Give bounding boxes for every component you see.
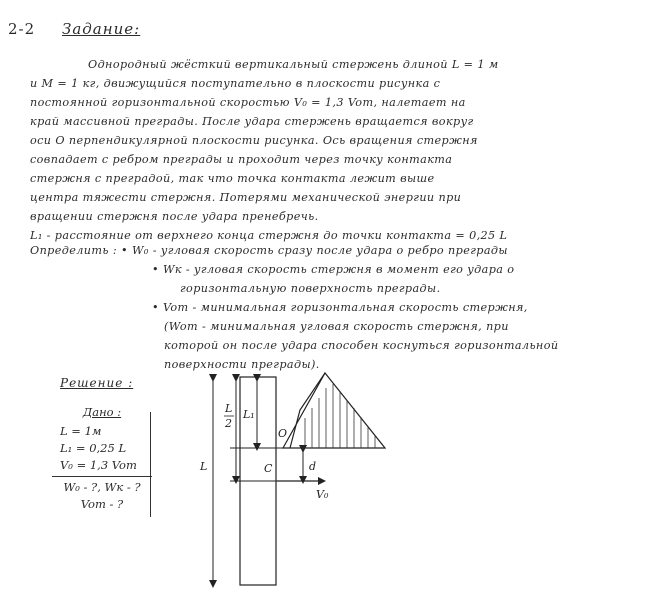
obstacle-triangle (283, 373, 385, 448)
statement-line: край массивной преграды. После удара стержень вращается вокруг (30, 115, 474, 128)
statement-line: Однородный жёсткий вертикальный стержень длиной L = 1 м (88, 58, 499, 71)
find-item: Vom - ? (80, 497, 124, 511)
determine-label: Определить : (30, 244, 118, 257)
determine-item: поверхности преграды). (164, 358, 320, 371)
determine-item: горизонтальную поверхность преграды. (180, 282, 441, 295)
statement-line: совпадает с ребром преграды и проходит через точку контакта (30, 153, 453, 166)
given-title: Дано : (82, 405, 122, 419)
problem-number: 2-2 (8, 20, 36, 38)
obstacle-hatching (305, 384, 375, 448)
statement-line: оси O перпендикулярной плоскости рисунка. Ось вращения стержня (30, 134, 478, 147)
determine-item: • Wк - угловая скорость стержня в момент его удара о (152, 263, 515, 276)
statement-line: стержня с преградой, так что точка контакта лежит выше (30, 172, 435, 185)
determine-item: (Wom - минимальная угловая скорость стержня, при (164, 320, 509, 333)
label-L1: L₁ (243, 408, 255, 421)
given-item: L = 1м (60, 424, 102, 438)
given-item: L₁ = 0,25 L (60, 441, 127, 455)
obstacle-edge (290, 373, 325, 448)
determine-item: • W₀ - угловая скорость сразу после удара о ребро преграды (121, 244, 508, 257)
label-half-den: 2 (225, 417, 232, 430)
label-O: O (278, 427, 288, 440)
task-heading: Задание: (62, 20, 141, 38)
label-C: C (264, 462, 273, 475)
statement-line: L₁ - расстояние от верхнего конца стержня до точки контакта = 0,25 L (30, 229, 508, 242)
statement-line: и M = 1 кг, движущийся поступательно в плоскости рисунка с (30, 77, 441, 90)
label-half-num: L (225, 402, 233, 415)
given-item: V₀ = 1,3 Vom (60, 458, 137, 472)
label-V0: V₀ (316, 488, 329, 501)
solution-heading: Решение : (60, 376, 134, 390)
label-d: d (309, 460, 317, 473)
find-item: W₀ - ?, Wк - ? (63, 480, 141, 494)
label-L: L (200, 460, 208, 473)
statement-line: центра тяжести стержня. Потерями механической энергии при (30, 191, 462, 204)
statement-line: вращении стержня после удара пренебречь. (30, 210, 319, 223)
determine-item: • Vom - минимальная горизонтальная скорость стержня, (152, 301, 528, 314)
statement-line: постоянной горизонтальной скоростью V₀ = 1,3 Vom, налетает на (30, 96, 466, 109)
determine-item: которой он после удара способен коснуться горизонтальной (164, 339, 559, 352)
